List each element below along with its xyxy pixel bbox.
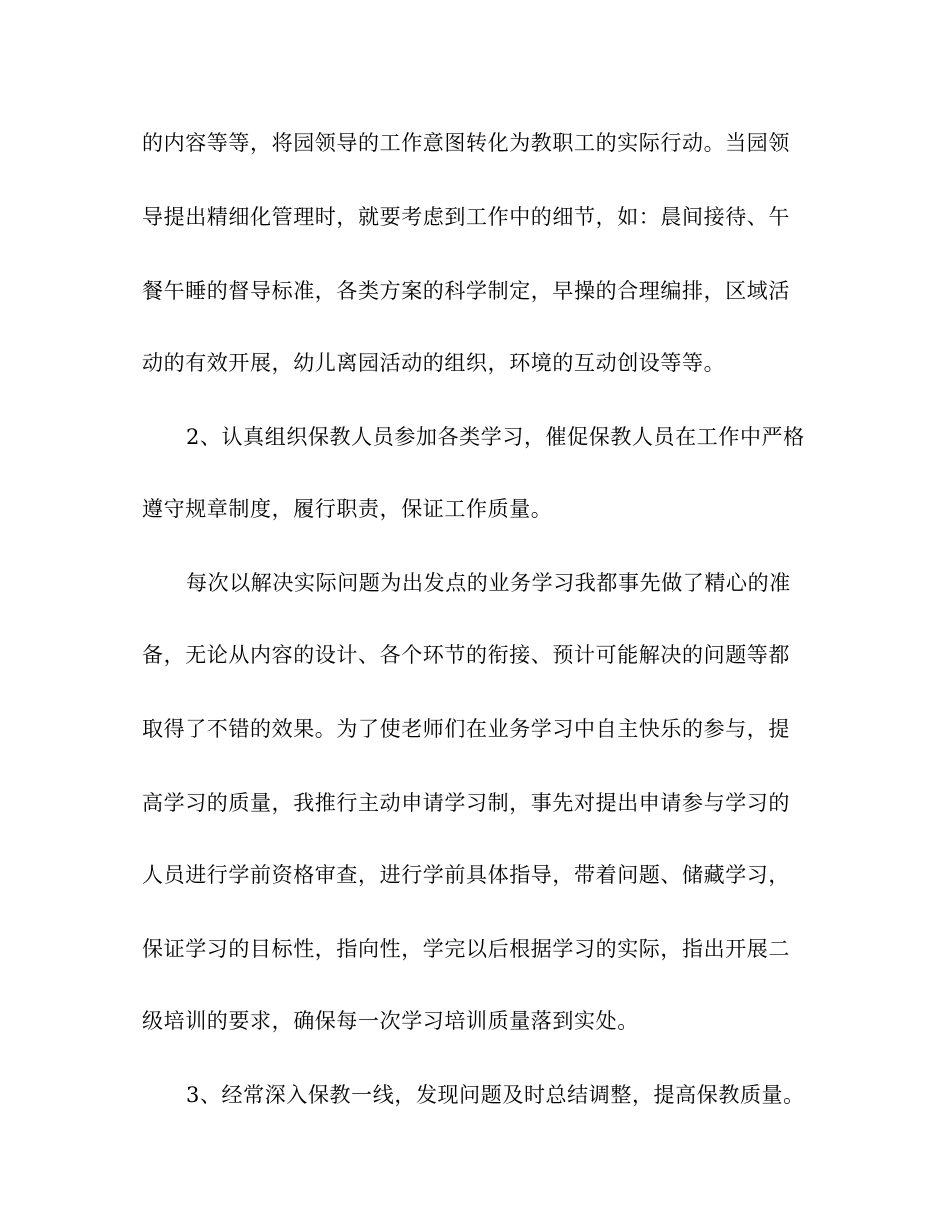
paragraph-start: 每次以解决实际问题为出发点的业务学习我都事先做了精心的准	[186, 571, 791, 595]
text-line: 遵守规章制度，履行职责，保证工作质量。	[142, 497, 553, 521]
text-line: 餐午睡的督导标准，各类方案的科学制定，早操的合理编排，区域活	[142, 279, 790, 303]
text-line: 人员进行学前资格审查，进行学前具体指导，带着问题、储藏学习，	[142, 863, 790, 887]
text-line: 级培训的要求，确保每一次学习培训质量落到实处。	[142, 1009, 639, 1033]
text-line: 备，无论从内容的设计、各个环节的衔接、预计可能解决的问题等都	[142, 643, 790, 667]
text-line: 动的有效开展，幼儿离园活动的组织，环境的互动创设等等。	[142, 351, 726, 375]
text-line: 高学习的质量，我推行主动申请学习制，事先对提出申请参与学习的	[142, 791, 790, 815]
text-line: 取得了不错的效果。为了使老师们在业务学习中自主快乐的参与，提	[142, 717, 790, 741]
text-line: 的内容等等，将园领导的工作意图转化为教职工的实际行动。当园领	[142, 131, 790, 155]
text-line: 导提出精细化管理时，就要考虑到工作中的细节，如：晨间接待、午	[142, 205, 790, 229]
text-line: 保证学习的目标性，指向性，学完以后根据学习的实际，指出开展二	[142, 937, 790, 961]
section-heading-2: 2、认真组织保教人员参加各类学习，催促保教人员在工作中严格	[186, 425, 805, 449]
section-heading-3: 3、经常深入保教一线，发现问题及时总结调整，提高保教质量。	[186, 1083, 805, 1107]
